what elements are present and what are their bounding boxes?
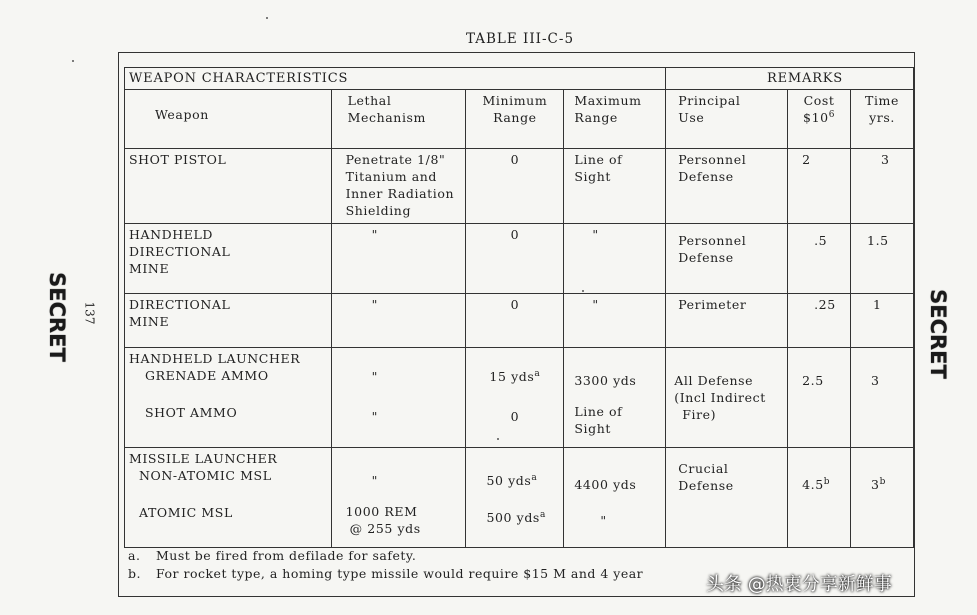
use-cell: All Defense (Incl Indirect Fire) — [666, 348, 788, 448]
column-header-row — [125, 90, 914, 149]
scan-speck — [72, 60, 74, 62]
weapon-characteristics-header: WEAPON CHARACTERISTICS — [125, 68, 666, 90]
classification-stamp-right: SECRET — [926, 289, 950, 379]
use-cell: Personnel Defense — [666, 224, 788, 294]
time-cell: 3 — [851, 149, 914, 224]
min-range-cell: 0 — [466, 224, 564, 294]
col-weapon: Weapon — [125, 90, 332, 149]
lethal-cell: " " — [331, 348, 466, 448]
table-row — [125, 149, 914, 224]
group-header-row — [125, 68, 914, 90]
cost-cell: 4.5$^b$ — [788, 448, 851, 548]
cost-cell: .5 — [788, 224, 851, 294]
min-range-cell: 0 — [466, 149, 564, 224]
max-range-cell: 4400 yds " — [564, 448, 666, 548]
lethal-cell: " — [331, 294, 466, 348]
time-cell: 1.5 — [851, 224, 914, 294]
weapon-cell: MISSILE LAUNCHER NON-ATOMIC MSL ATOMIC MSL — [125, 448, 332, 548]
max-range-cell: " — [564, 294, 666, 348]
col-principal-use: Principal Use — [666, 90, 788, 149]
weapon-cell: SHOT PISTOL — [125, 149, 332, 224]
footnote-b: b. For rocket type, a homing type missile would require $15 M and 4 year — [128, 566, 644, 581]
table-row — [125, 448, 914, 548]
min-range-cell: 0 — [466, 294, 564, 348]
time-cell: 3 — [851, 348, 914, 448]
use-cell: Personnel Defense — [666, 149, 788, 224]
cost-cell: .25 — [788, 294, 851, 348]
scan-speck — [266, 17, 268, 19]
col-time: Time yrs. — [851, 90, 914, 149]
footnote-a: a. Must be fired from defilade for safety. — [128, 548, 417, 563]
lethal-cell: " — [331, 224, 466, 294]
watermark: 头条 @热衷分享新鲜事 — [706, 574, 892, 595]
weapon-cell: HANDHELD DIRECTIONAL MINE — [125, 224, 332, 294]
col-lethal-mechanism: Lethal Mechanism — [331, 90, 466, 149]
page-number: 137 — [82, 301, 97, 325]
table-row — [125, 224, 914, 294]
weapon-cell: HANDHELD LAUNCHER GRENADE AMMO SHOT AMMO — [125, 348, 332, 448]
scan-speck — [582, 290, 584, 292]
use-cell: Perimeter — [666, 294, 788, 348]
cost-cell: 2 — [788, 149, 851, 224]
scan-speck — [497, 438, 499, 440]
table-row — [125, 294, 914, 348]
cost-cell: 2.5 — [788, 348, 851, 448]
col-cost: Cost $\$10^6$ — [788, 90, 851, 149]
time-cell: 3$^b$ — [851, 448, 914, 548]
min-range-cell: 50 yds$^a$ 500 yds$^a$ — [466, 448, 564, 548]
max-range-cell: " — [564, 224, 666, 294]
weapon-cell: DIRECTIONAL MINE — [125, 294, 332, 348]
col-maximum-range: Maximum Range — [564, 90, 666, 149]
weapon-characteristics-table — [124, 67, 914, 548]
use-cell: Crucial Defense — [666, 448, 788, 548]
max-range-cell: 3300 yds Line of Sight — [564, 348, 666, 448]
min-range-cell: 15 yds$^a$ 0 — [466, 348, 564, 448]
max-range-cell: Line of Sight — [564, 149, 666, 224]
table-title: TABLE III-C-5 — [465, 31, 575, 47]
remarks-header: REMARKS — [666, 68, 914, 90]
lethal-cell: " 1000 REM @ 255 yds — [331, 448, 466, 548]
classification-stamp-left: SECRET — [45, 272, 69, 362]
lethal-cell: Penetrate 1/8" Titanium and Inner Radiation Shielding — [331, 149, 466, 224]
col-minimum-range: Minimum Range — [466, 90, 564, 149]
table-row — [125, 348, 914, 448]
time-cell: 1 — [851, 294, 914, 348]
